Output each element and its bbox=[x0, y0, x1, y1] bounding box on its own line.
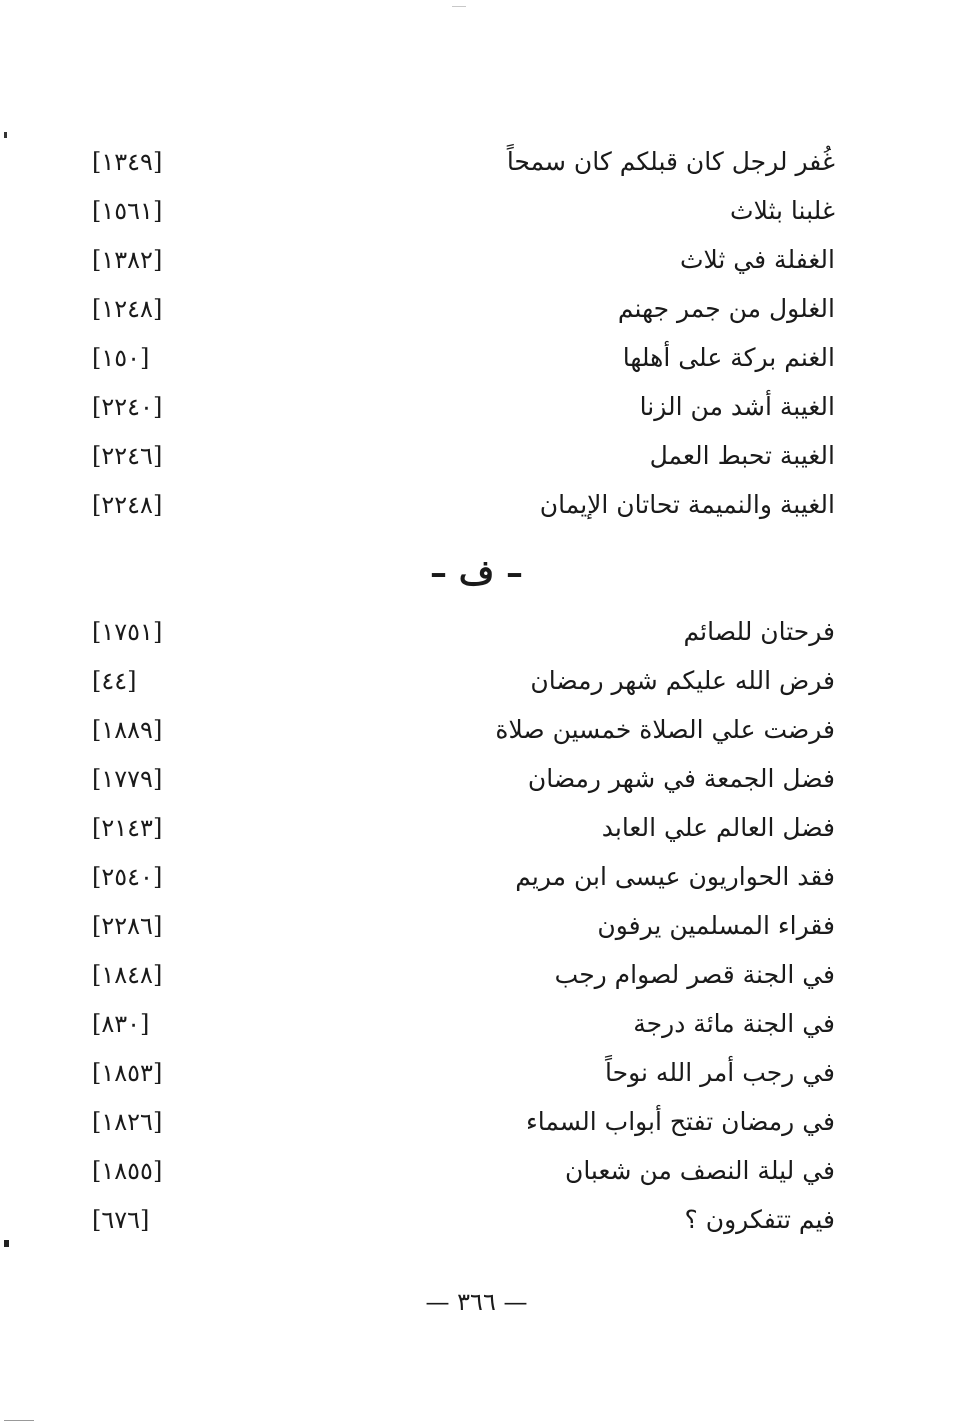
entry-text: الغيبة والنميمة تحاتان الإيمان bbox=[539, 490, 835, 519]
index-entry bbox=[0, 710, 953, 758]
corner-scan-line bbox=[4, 1420, 34, 1421]
top-scan-mark bbox=[452, 6, 466, 7]
entry-reference: [١٥٠] bbox=[92, 344, 150, 372]
entry-reference: [١٢٤٨] bbox=[92, 295, 163, 323]
entry-text: في رجب أمر الله نوحاً bbox=[605, 1058, 835, 1087]
entry-text: في الجنة قصر لصوام رجب bbox=[554, 960, 835, 989]
entry-reference: [١٧٧٩] bbox=[92, 765, 163, 793]
entry-reference: [١٥٦١] bbox=[92, 197, 163, 225]
entry-text: غُفر لرجل كان قبلكم كان سمحاً bbox=[506, 147, 835, 176]
entry-text: فرضت علي الصلاة خمسين صلاة bbox=[495, 715, 835, 744]
scan-speck bbox=[4, 132, 7, 138]
entry-text: فرحتان للصائم bbox=[683, 617, 835, 646]
entry-text: الغيبة أشد من الزنا bbox=[639, 392, 835, 421]
entry-text: الغفلة في ثلاث bbox=[679, 245, 835, 274]
entry-text: فضل الجمعة في شهر رمضان bbox=[527, 764, 835, 793]
index-entry bbox=[0, 191, 953, 239]
index-entry bbox=[0, 808, 953, 856]
index-entry bbox=[0, 436, 953, 484]
entry-reference: [١٨٥٣] bbox=[92, 1059, 163, 1087]
index-entry bbox=[0, 661, 953, 709]
entry-reference: [١٨٢٦] bbox=[92, 1108, 163, 1136]
entry-reference: [٤٤] bbox=[92, 667, 137, 695]
index-entry bbox=[0, 1004, 953, 1052]
entry-reference: [٢٢٤٨] bbox=[92, 491, 163, 519]
entry-reference: [١٨٨٩] bbox=[92, 716, 163, 744]
entry-reference: [١٨٤٨] bbox=[92, 961, 163, 989]
index-entry bbox=[0, 142, 953, 190]
entry-reference: [٨٣٠] bbox=[92, 1010, 150, 1038]
entry-reference: [١٨٥٥] bbox=[92, 1157, 163, 1185]
entry-text: في ليلة النصف من شعبان bbox=[564, 1156, 835, 1185]
section-heading: – ف – bbox=[430, 553, 523, 593]
entry-text: الغلول من جمر جهنم bbox=[617, 294, 835, 323]
index-entry bbox=[0, 387, 953, 435]
entry-text: فضل العالم علي العابد bbox=[601, 813, 835, 842]
entry-reference: [٢١٤٣] bbox=[92, 814, 163, 842]
entry-text: فقد الحواريون عيسى ابن مريم bbox=[515, 862, 835, 891]
index-entry bbox=[0, 338, 953, 386]
index-entry bbox=[0, 906, 953, 954]
entry-reference: [٢٢٤٦] bbox=[92, 442, 163, 470]
index-entry bbox=[0, 240, 953, 288]
index-entry bbox=[0, 612, 953, 660]
entry-text: غلبنا بثلاث bbox=[730, 196, 835, 225]
index-entry bbox=[0, 1053, 953, 1101]
entry-reference: [٢٢٤٠] bbox=[92, 393, 163, 421]
index-entry bbox=[0, 955, 953, 1003]
entry-reference: [٢٥٤٠] bbox=[92, 863, 163, 891]
entry-text: فرض الله عليكم شهر رمضان bbox=[530, 666, 835, 695]
entry-text: في رمضان تفتح أبواب السماء bbox=[526, 1107, 835, 1136]
entry-text: فيم تتفكرون ؟ bbox=[684, 1205, 835, 1234]
entry-reference: [٢٢٨٦] bbox=[92, 912, 163, 940]
index-entry bbox=[0, 1151, 953, 1199]
entry-reference: [١٣٤٩] bbox=[92, 148, 163, 176]
entry-reference: [١٧٥١] bbox=[92, 618, 163, 646]
index-entry bbox=[0, 485, 953, 533]
entry-text: الغنم بركة على أهلها bbox=[622, 343, 835, 372]
entry-text: في الجنة مائة درجة bbox=[633, 1009, 835, 1038]
index-entry bbox=[0, 1200, 953, 1248]
entry-reference: [٦٧٦] bbox=[92, 1206, 150, 1234]
index-entry bbox=[0, 289, 953, 337]
index-entry bbox=[0, 759, 953, 807]
entry-text: الغيبة تحبط العمل bbox=[649, 441, 835, 470]
index-entry bbox=[0, 857, 953, 905]
page-number: — ٣٦٦ — bbox=[425, 1288, 528, 1316]
index-entry bbox=[0, 1102, 953, 1150]
entry-reference: [١٣٨٢] bbox=[92, 246, 163, 274]
entry-text: فقراء المسلمين يرفون bbox=[597, 911, 835, 940]
